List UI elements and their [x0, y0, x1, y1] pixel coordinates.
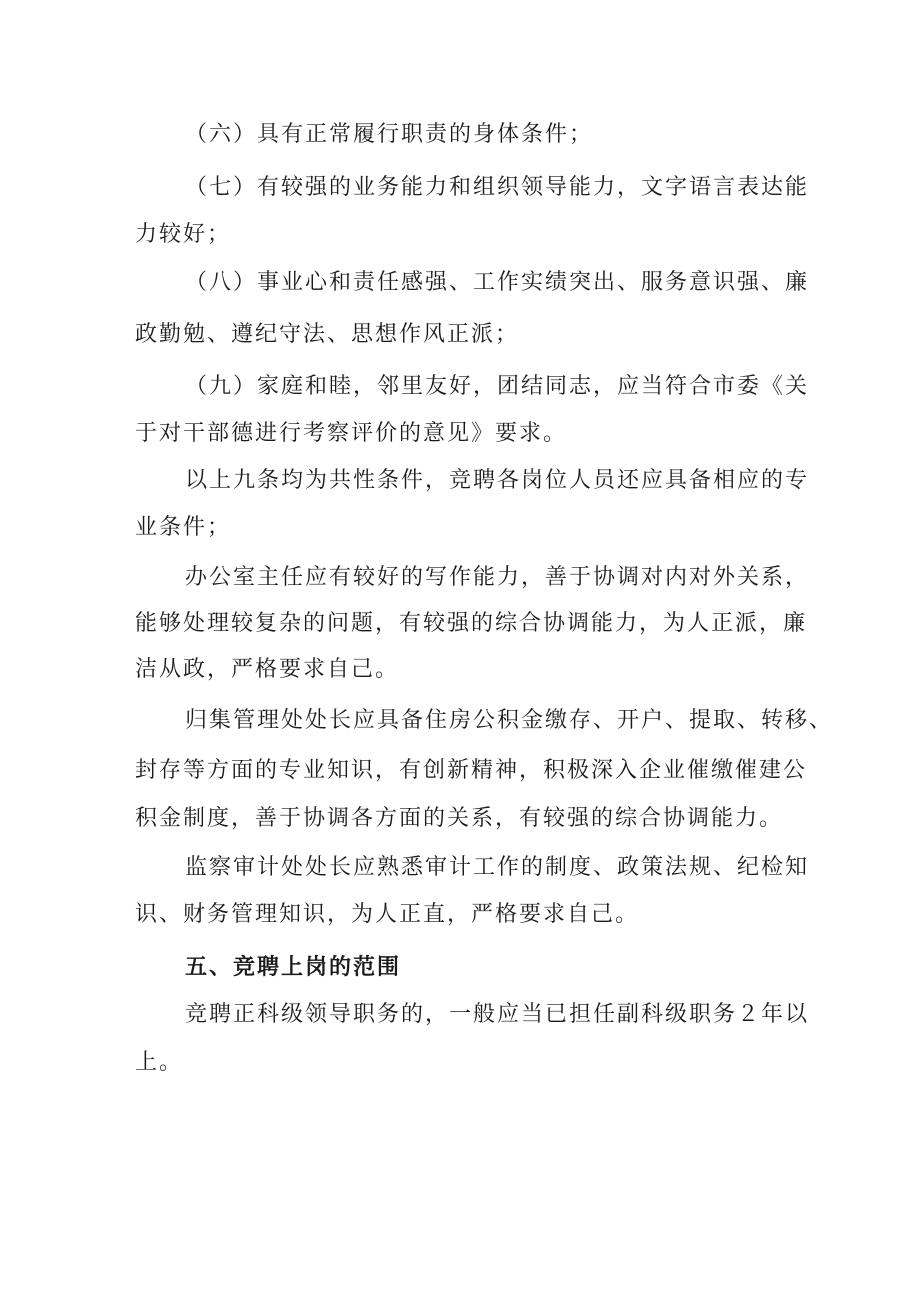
scope-paragraph-line-2: 上。 [135, 1050, 184, 1075]
office-director-line-1: 办公室主任应有较好的写作能力，善于协调对内对外关系， [185, 565, 810, 590]
section-heading: 五、竞聘上岗的范围 [185, 955, 402, 980]
general-conditions-line-2: 业条件； [135, 515, 232, 540]
scope-paragraph-line-1: 竞聘正科级领导职务的，一般应当已担任副科级职务２年以 [185, 1002, 810, 1027]
collection-director-line-2: 封存等方面的专业知识，有创新精神，积极深入企业催缴催建公 [135, 758, 808, 783]
office-director-line-2: 能够处理较复杂的问题，有较强的综合协调能力，为人正派，廉 [135, 611, 808, 636]
general-conditions-line-1: 以上九条均为共性条件，竞聘各岗位人员还应具备相应的专 [185, 468, 810, 493]
audit-director-line-2: 识、财务管理知识，为人正直，严格要求自己。 [135, 902, 640, 927]
item-seven-line-1: （七）有较强的业务能力和组织领导能力，文字语言表达能 [185, 175, 810, 200]
item-nine-line-2: 于对干部德进行考察评价的意见》要求。 [135, 421, 568, 446]
item-eight-line-2: 政勤勉、遵纪守法、思想作风正派； [135, 322, 520, 347]
collection-director-line-3: 积金制度，善于协调各方面的关系，有较强的综合协调能力。 [135, 806, 784, 831]
item-nine-line-1: （九）家庭和睦，邻里友好，团结同志，应当符合市委《关 [185, 374, 810, 399]
audit-director-line-1: 监察审计处处长应熟悉审计工作的制度、政策法规、纪检知 [185, 855, 810, 880]
collection-director-line-1: 归集管理处处长应具备住房公积金缴存、开户、提取、转移、 [185, 708, 834, 733]
item-six-line-1: （六）具有正常履行职责的身体条件； [185, 122, 594, 147]
item-seven-line-2: 力较好； [135, 222, 232, 247]
item-eight-line-1: （八）事业心和责任感强、工作实绩突出、服务意识强、廉 [185, 270, 810, 295]
office-director-line-3: 洁从政，严格要求自己。 [135, 657, 400, 682]
